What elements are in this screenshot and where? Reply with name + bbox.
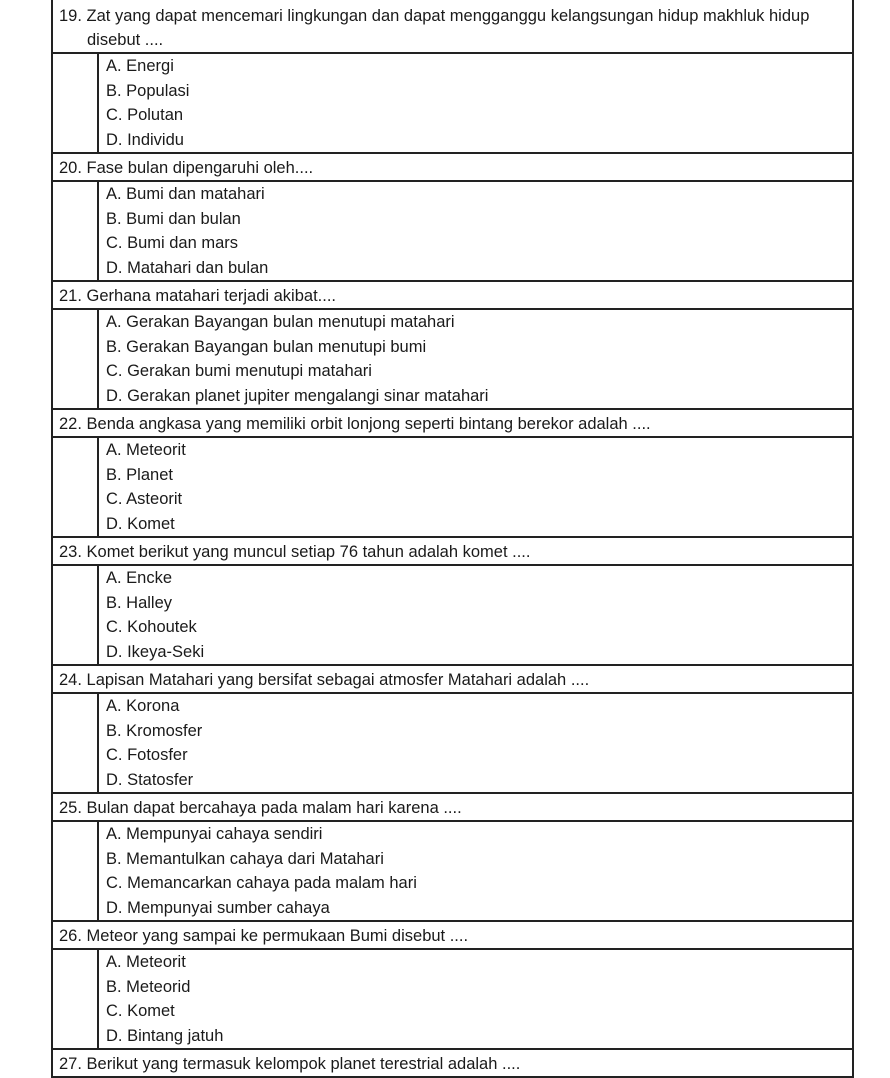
answer-option: D. Ikeya-Seki (106, 642, 205, 661)
question-text (59, 284, 846, 308)
options-block (51, 822, 854, 922)
answer-option: A. Korona (106, 697, 180, 715)
options-block (51, 566, 854, 666)
question-body: Benda angkasa yang memiliki orbit lonjong seperti bintang berekor adalah .... (86, 415, 651, 433)
options-list (53, 566, 852, 664)
answer-option: D. Gerakan planet jupiter mengalangi sinar matahari (106, 386, 489, 405)
question-text (59, 4, 846, 52)
answer-option: B. Planet (106, 465, 173, 484)
answer-option: D. Bintang jatuh (106, 1026, 224, 1045)
answer-option: A. Gerakan Bayangan bulan menutupi matahari (106, 313, 455, 331)
question-row (51, 794, 854, 822)
answer-option: C. Komet (106, 1002, 175, 1020)
options-list (53, 438, 852, 536)
question-text (59, 156, 846, 180)
answer-option: B. Bumi dan bulan (106, 209, 241, 228)
question-number: 24. (59, 671, 82, 689)
question-number: 22. (59, 415, 82, 433)
answer-option: C. Bumi dan mars (106, 234, 239, 252)
options-list (53, 310, 852, 408)
answer-option: A. Bumi dan matahari (106, 185, 265, 203)
options-list (53, 950, 852, 1048)
options-list (53, 822, 852, 920)
options-list (53, 54, 852, 152)
question-row (51, 666, 854, 694)
options-block (51, 182, 854, 282)
answer-option: B. Kromosfer (106, 721, 203, 740)
answer-option: A. Meteorit (106, 441, 186, 459)
quiz-sheet (51, 0, 854, 1078)
question-body: Meteor yang sampai ke permukaan Bumi disebut .... (86, 927, 469, 945)
question-number: 23. (59, 543, 82, 561)
options-block (51, 310, 854, 410)
options-block (51, 54, 854, 154)
answer-option: B. Populasi (106, 81, 190, 100)
question-row (51, 410, 854, 438)
answer-gutter-cell (53, 438, 99, 536)
question-number: 20. (59, 159, 82, 177)
options-block (51, 950, 854, 1050)
answer-option: B. Halley (106, 593, 173, 612)
answer-option: B. Meteorid (106, 977, 191, 996)
answer-option: D. Statosfer (106, 770, 194, 789)
question-number: 27. (59, 1055, 82, 1073)
answer-gutter-cell (53, 950, 99, 1048)
options-block (51, 438, 854, 538)
question-body: Komet berikut yang muncul setiap 76 tahun adalah komet .... (86, 543, 531, 561)
question-body: Berikut yang termasuk kelompok planet terestrial adalah .... (86, 1055, 521, 1073)
answer-option: D. Matahari dan bulan (106, 258, 269, 277)
question-text (59, 924, 846, 948)
question-number: 25. (59, 799, 82, 817)
answer-option: A. Energi (106, 57, 174, 75)
question-row (51, 154, 854, 182)
question-text (59, 668, 846, 692)
answer-option: A. Encke (106, 569, 173, 587)
answer-option: C. Kohoutek (106, 618, 197, 636)
options-list (53, 182, 852, 280)
question-row (51, 1050, 854, 1078)
options-block (51, 694, 854, 794)
question-row (51, 0, 854, 54)
answer-option: C. Memancarkan cahaya pada malam hari (106, 874, 417, 892)
answer-gutter-cell (53, 694, 99, 792)
answer-option: A. Meteorit (106, 953, 186, 971)
question-number: 26. (59, 927, 82, 945)
question-body: Zat yang dapat mencemari lingkungan dan dapat mengganggu kelangsungan hidup makhluk hidup disebut .... (86, 7, 810, 49)
answer-gutter-cell (53, 822, 99, 920)
question-text (59, 412, 846, 436)
answer-option: A. Mempunyai cahaya sendiri (106, 825, 323, 843)
question-number: 19. (59, 7, 82, 25)
answer-option: D. Individu (106, 130, 184, 149)
answer-option: B. Memantulkan cahaya dari Matahari (106, 849, 384, 868)
question-text (59, 540, 846, 564)
question-row (51, 538, 854, 566)
question-row (51, 922, 854, 950)
question-row (51, 282, 854, 310)
question-body: Lapisan Matahari yang bersifat sebagai atmosfer Matahari adalah .... (86, 671, 590, 689)
answer-option: B. Gerakan Bayangan bulan menutupi bumi (106, 337, 427, 356)
answer-gutter-cell (53, 182, 99, 280)
answer-option: C. Polutan (106, 106, 184, 124)
answer-option: D. Mempunyai sumber cahaya (106, 898, 330, 917)
answer-gutter-cell (53, 566, 99, 664)
question-body: Gerhana matahari terjadi akibat.... (86, 287, 336, 305)
answer-option: D. Komet (106, 514, 175, 533)
answer-option: C. Fotosfer (106, 746, 188, 764)
question-text (59, 1052, 846, 1076)
answer-option: C. Gerakan bumi menutupi matahari (106, 362, 372, 380)
answer-option: C. Asteorit (106, 490, 183, 508)
question-body: Fase bulan dipengaruhi oleh.... (86, 159, 314, 177)
answer-gutter-cell (53, 54, 99, 152)
question-number: 21. (59, 287, 82, 305)
options-list (53, 694, 852, 792)
question-text (59, 796, 846, 820)
question-body: Bulan dapat bercahaya pada malam hari karena .... (86, 799, 462, 817)
answer-gutter-cell (53, 310, 99, 408)
